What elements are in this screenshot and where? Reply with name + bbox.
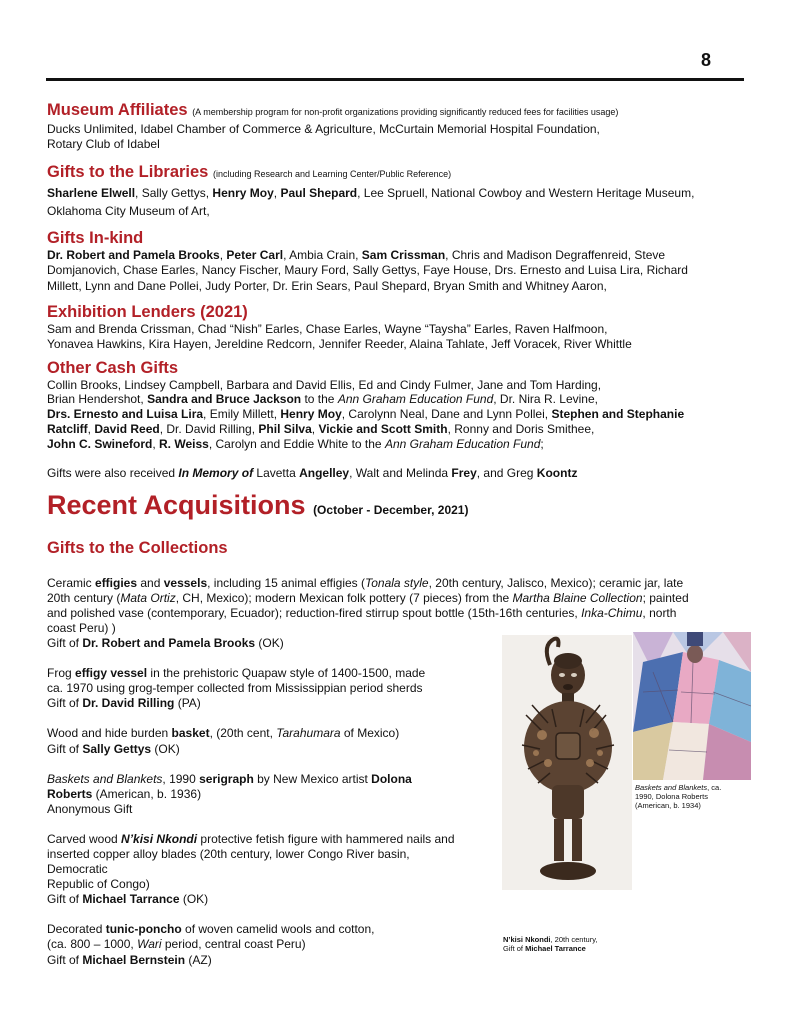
text-run: period, central coast Peru) [161,937,306,952]
acquisition-entry [47,666,492,711]
object-type: effigy vessel [75,666,148,681]
nkisi-photo-caption [503,935,633,953]
text-run: coast Peru) ) [47,620,116,635]
object-name: N’kisi Nkondi [121,831,198,846]
text-run: in the prehistoric Quapaw style of 1400-1500, made [147,666,426,681]
caption-text: 1990, Dolona Roberts [635,792,708,801]
text-run: , Lee Spruell, National Cowboy and Western Heritage Museum, [357,185,695,200]
memorial-name: Angelley [299,465,350,480]
text-run: Gift of [47,952,83,967]
text-run: , Dr. David Rilling, [159,422,259,437]
acquisition-entry [47,832,492,907]
text-run: Gift of [47,696,83,711]
caption-text: Gift of [503,944,526,953]
artist-name: Dolona [371,771,412,786]
text-run: , [219,247,227,262]
style-name: Tonala style [365,575,429,590]
donor-name: Ratcliff [47,422,88,437]
section-gifts-libraries [47,162,745,220]
text-run: Frog [47,666,76,681]
text-run: Lavetta [253,465,300,480]
text-run: ; [540,436,544,451]
text-run: , [87,422,95,437]
memorial-name: Frey [451,465,477,480]
text-run: (OK) [179,892,209,907]
text-run: Decorated [47,922,106,937]
text-line: Ducks Unlimited, Idabel Chamber of Commerce & Agriculture, McCurtain Memorial Hospital Foundation, [47,122,600,136]
donor-name: Michael Tarrance [82,892,180,907]
text-run: and [137,575,164,590]
donor-name: Dr. Robert and Pamela Brooks [47,247,220,262]
caption-text: , ca. [707,783,722,792]
page-content [47,100,745,983]
donor-name: David Reed [94,422,160,437]
section-heading: Exhibition Lenders (2021) [47,303,248,322]
text-run: ca. 1970 using grog-temper collected from Mississippian period sherds [47,681,423,696]
donor-name: Henry Moy [212,185,274,200]
text-run: Democratic [47,862,108,877]
culture-name: Wari [137,937,162,952]
section-body [47,248,745,295]
donor-name: Vickie and Scott Smith [318,422,448,437]
text-run: 20th century ( [47,590,121,605]
donor-name: Dr. David Rilling [82,696,175,711]
text-run: ; painted [642,590,689,605]
caption-title: N’kisi Nkondi [503,935,551,944]
memorial-gifts-line [47,466,745,481]
caption-donor: Michael Tarrance [525,944,586,953]
text-run: (AZ) [185,952,212,967]
text-run: (OK) [151,741,180,756]
acquisition-entry [47,772,492,817]
object-type: tunic-poncho [105,922,182,937]
page-number: 8 [700,50,711,70]
text-run: , and Greg [476,465,537,480]
acquisition-entry [47,922,492,967]
donor-name: John C. Swineford [47,436,153,451]
object-type: basket [171,726,210,741]
text-run: , [311,422,319,437]
text-run: , Ronny and Doris Smithee, [447,422,595,437]
recent-acquisitions-heading [47,489,745,526]
memorial-name: Koontz [536,465,578,480]
memorial-label: In Memory of [178,465,254,480]
section-body [47,122,745,152]
object-type: serigraph [199,771,254,786]
text-run: , [273,185,281,200]
object-type: vessels [163,575,208,590]
text-run: protective fetish figure with hammered nails and [197,831,455,846]
text-run: Ceramic [47,575,96,590]
section-body [47,322,745,352]
section-gifts-inkind [47,228,745,295]
style-name: Mata Ortiz [120,590,176,605]
caption-text: , 20th century, [550,935,598,944]
donor-name: Michael Bernstein [82,952,186,967]
text-run: , including 15 animal effigies ( [207,575,365,590]
text-run: , Chris and Madison Degraffenreid, Steve [445,247,666,262]
text-run: , [152,436,160,451]
text-run: (ca. 800 – 1000, [47,937,138,952]
section-heading: Other Cash Gifts [47,358,179,377]
text-run: (American, b. 1936) [92,786,202,801]
text-run: , Emily Millett, [203,407,281,422]
text-run: , Dr. Nira R. Levine, [493,392,598,407]
text-run: , 20th century, Jalisco, Mexico); ceramic jar, late [428,575,684,590]
donor-name: Sharlene Elwell [47,185,136,200]
donor-name: Dr. Robert and Pamela Brooks [82,636,256,651]
donor-name: Henry Moy [280,407,342,422]
text-run: by New Mexico artist [253,771,372,786]
baskets-and-blankets-print [633,632,751,780]
text-run: , (20th cent, [209,726,277,741]
caption-title: Baskets and Blankets [635,783,708,792]
text-run: , north [642,605,677,620]
text-line: Collin Brooks, Lindsey Campbell, Barbara and David Ellis, Ed and Cindy Fulmer, Jane and Tom Harding, [47,377,602,392]
text-run: Wood and hide burden [47,726,172,741]
text-run: , Carolyn and Eddie White to the [208,436,385,451]
text-run: to the [301,392,338,407]
print-caption [635,783,750,810]
text-line: Rotary Club of Idabel [47,136,160,151]
text-run: Gift of [47,636,83,651]
section-body [47,184,745,220]
section-museum-affiliates [47,100,745,152]
section-heading [47,100,745,122]
text-line: Oklahoma City Museum of Art, [47,203,210,218]
text-run: Gifts were also received [47,465,179,480]
heading-note: (A membership program for non-profit organizations providing significantly reduced fees for facilities usage) [192,107,619,117]
donor-name: Sally Gettys [82,741,152,756]
artist-name: Roberts [47,786,93,801]
text-line: Domjanovich, Chase Earles, Nancy Fischer, Maury Ford, Sally Gettys, Faye House, Drs. Ernesto and Luisa Lira, Richard [47,263,688,278]
style-name: Inka-Chimu [581,605,643,620]
text-run: Anonymous Gift [47,801,133,816]
nkisi-figure-illustration [502,635,632,890]
gifts-to-collections-heading: Gifts to the Collections [47,538,228,557]
text-run: Gift of [47,741,83,756]
section-heading [47,162,745,184]
text-run: (OK) [255,636,284,651]
donor-name: Peter Carl [226,247,284,262]
donor-name: Sam Crissman [361,247,446,262]
collection-name: Martha Blaine Collection [512,590,643,605]
section-heading: Gifts In-kind [47,228,144,247]
section-exhibition-lenders [47,302,745,352]
caption-text: (American, b. 1934) [635,801,701,810]
text-run: Republic of Congo) [47,877,150,892]
text-run: Carved wood [47,831,122,846]
text-run: and polished vase (contemporary, Ecuador); reduction-fired stirrup spout bottle (15th-16th centuries, [47,605,582,620]
donor-name: Paul Shepard [280,185,358,200]
heading-text: Museum Affiliates [47,101,188,119]
heading-note: (including Research and Learning Center/Public Reference) [212,168,452,179]
heading-date-range: (October - December, 2021) [313,502,469,517]
nkisi-nkondi-photo [502,635,632,890]
text-run: inserted copper alloy blades (20th century, lower Congo River basin, [47,846,410,861]
serigraph-illustration [633,632,751,780]
text-run: Brian Hendershot, [47,392,148,407]
fund-name: Ann Graham Education Fund [337,392,494,407]
text-run: of Mexico) [340,726,400,741]
fund-name: Ann Graham Education Fund [384,436,541,451]
text-line: Yonavea Hawkins, Kira Hayen, Jereldine Redcorn, Jennifer Reeder, Alaina Tahlate, Jeff Voracek, River Whittle [47,336,632,351]
heading-text: Recent Acquisitions [47,489,306,520]
culture-name: Tarahumara [276,726,341,741]
object-type: effigies [95,575,138,590]
text-run: , Walt and Melinda [349,465,452,480]
text-run: , 1990 [162,771,200,786]
artwork-title: Baskets and Blankets [47,771,163,786]
text-run: , Sally Gettys, [135,185,213,200]
text-run: , Carolynn Neal, Dane and Lynn Pollei, [341,407,552,422]
donor-name: Phil Silva [258,422,312,437]
section-other-cash-gifts [47,358,745,452]
text-run: Gift of [47,892,83,907]
header-rule [46,78,744,81]
donor-name: Stephen and Stephanie [551,407,685,422]
text-line: Sam and Brenda Crissman, Chad “Nish” Earles, Chase Earles, Wayne “Taysha” Earles, Raven Halfmoon, [47,322,608,337]
heading-text: Gifts to the Libraries [47,162,209,181]
text-run: of woven camelid wools and cotton, [181,922,375,937]
text-line: Millett, Lynn and Dane Pollei, Judy Porter, Dr. Erin Sears, Paul Shepard, Bryan Smith and Whitney Aaron, [47,278,607,293]
donor-name: Drs. Ernesto and Luisa Lira [47,407,204,422]
donor-name: Sandra and Bruce Jackson [147,392,302,407]
text-run: , Ambia Crain, [283,247,362,262]
text-run: , CH, Mexico); modern Mexican folk pottery (7 pieces) from the [175,590,513,605]
donor-name: R. Weiss [159,436,209,451]
section-body [47,378,745,452]
acquisition-entry [47,726,492,756]
text-run: (PA) [174,696,201,711]
